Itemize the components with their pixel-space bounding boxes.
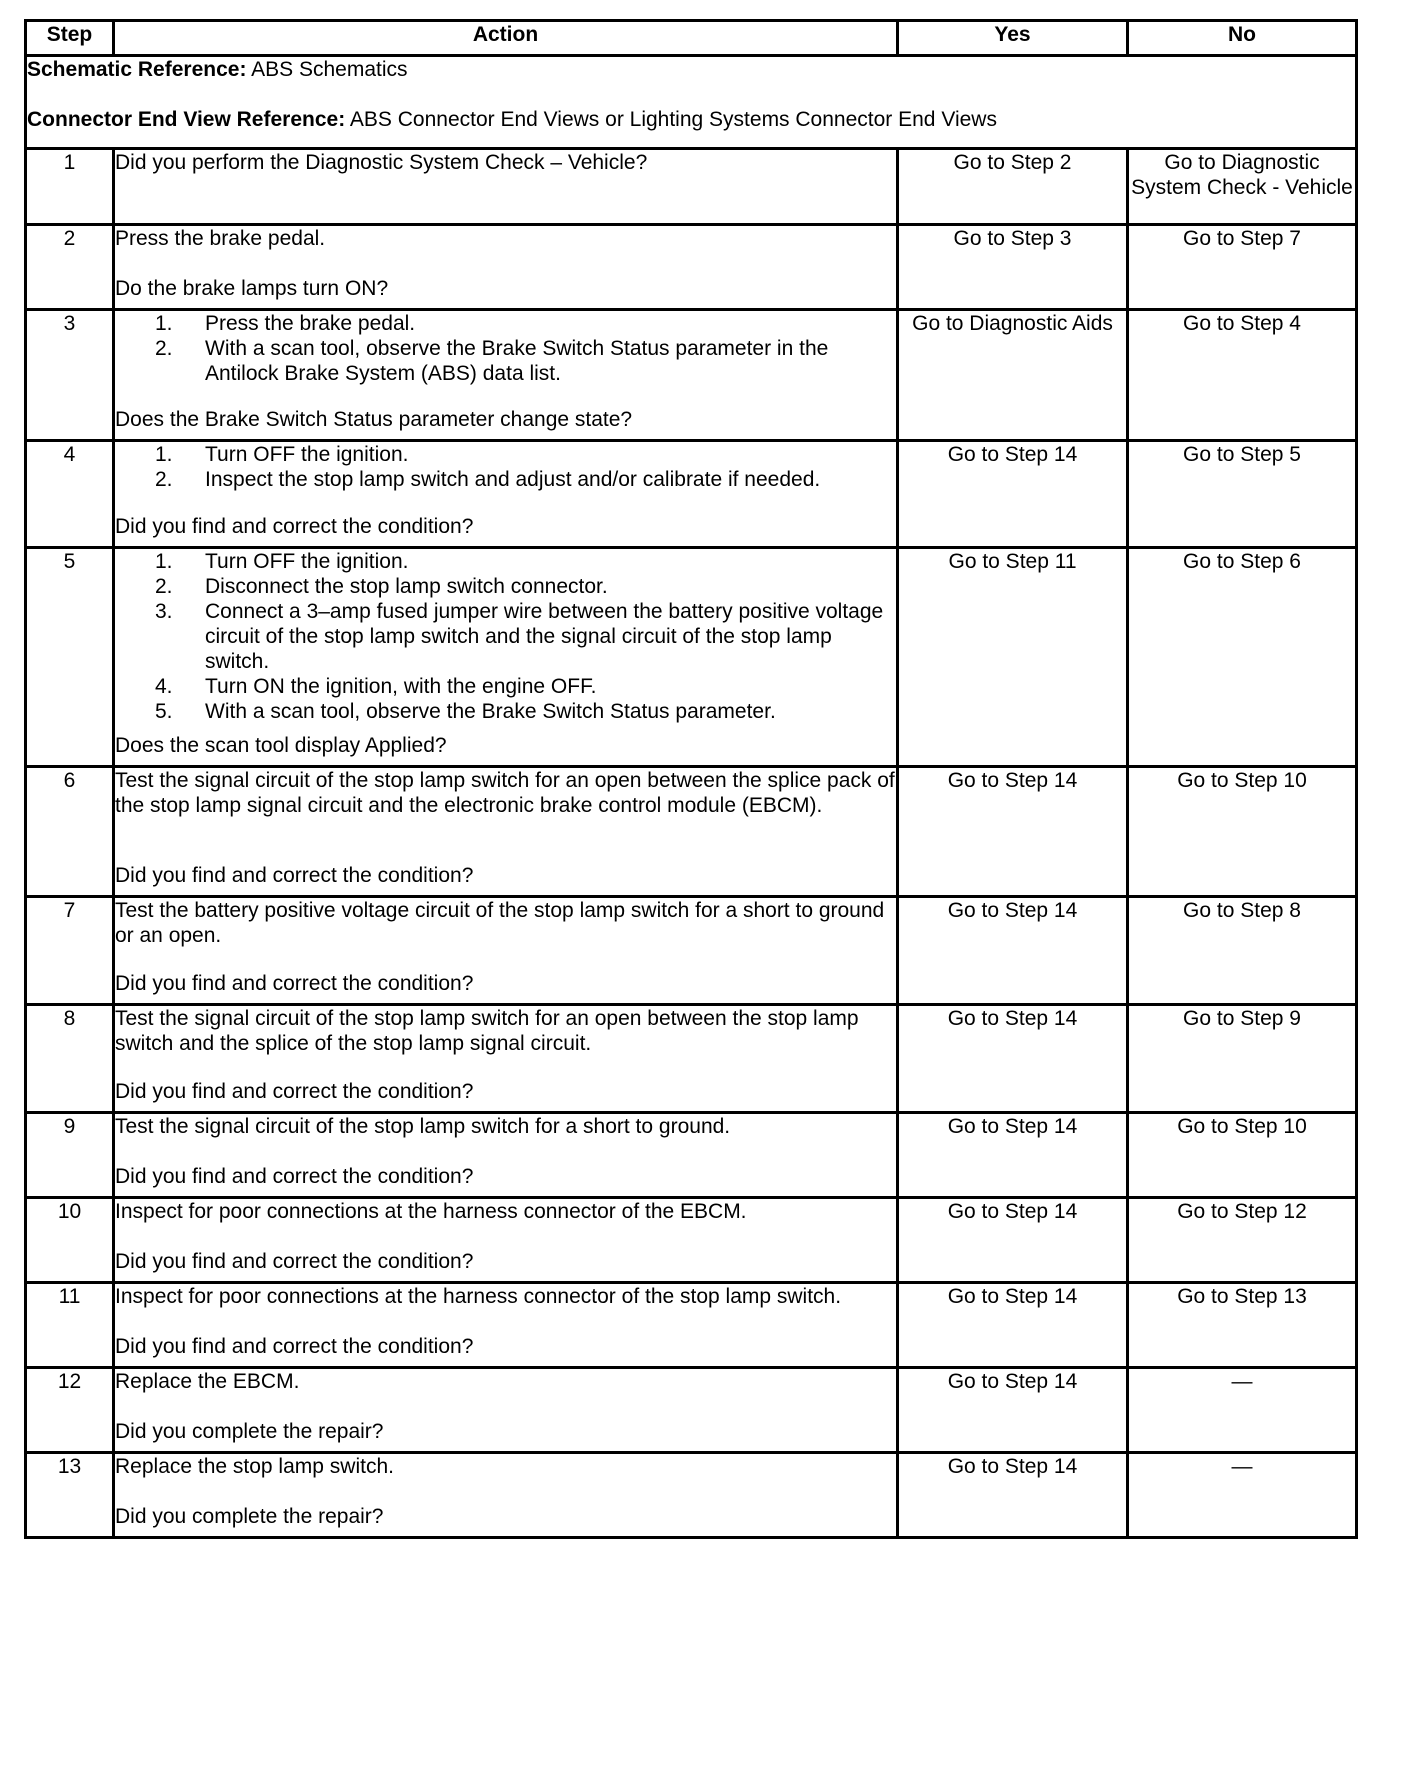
substep-number: 2. xyxy=(155,337,173,360)
step-number: 9 xyxy=(26,1113,114,1198)
table-row xyxy=(26,1005,1357,1113)
no-result: Go to Step 4 xyxy=(1128,310,1357,441)
references-cell xyxy=(26,56,1357,149)
action-cell xyxy=(114,149,898,225)
schematic-reference-label: Schematic Reference: xyxy=(27,58,247,81)
table-row xyxy=(26,1368,1357,1453)
action-text: Inspect for poor connections at the harness connector of the stop lamp switch. xyxy=(115,1285,842,1308)
action-question: Did you find and correct the condition? xyxy=(115,1165,474,1188)
table-row xyxy=(26,548,1357,767)
header-action: Action xyxy=(114,21,898,56)
substep-number: 2. xyxy=(155,575,173,598)
action-cell xyxy=(114,1368,898,1453)
list-item xyxy=(155,699,896,724)
action-cell xyxy=(114,310,898,441)
table-row xyxy=(26,149,1357,225)
substep-text: Press the brake pedal. xyxy=(205,312,416,335)
action-substeps xyxy=(115,311,896,386)
step-number: 11 xyxy=(26,1283,114,1368)
yes-result: Go to Step 11 xyxy=(898,548,1128,767)
step-number: 12 xyxy=(26,1368,114,1453)
action-text: Test the signal circuit of the stop lamp switch for a short to ground. xyxy=(115,1115,731,1138)
table-header-row xyxy=(26,21,1357,56)
substep-number: 2. xyxy=(155,468,173,491)
substep-number: 1. xyxy=(155,443,173,466)
action-question: Did you find and correct the condition? xyxy=(115,1250,474,1273)
table-row xyxy=(26,1113,1357,1198)
step-number: 7 xyxy=(26,897,114,1005)
step-number: 10 xyxy=(26,1198,114,1283)
no-result: Go to Step 10 xyxy=(1128,1113,1357,1198)
action-cell xyxy=(114,1283,898,1368)
header-yes: Yes xyxy=(898,21,1128,56)
action-cell xyxy=(114,1453,898,1538)
no-result: Go to Step 12 xyxy=(1128,1198,1357,1283)
schematic-reference-value: ABS Schematics xyxy=(251,58,408,81)
substep-text: Disconnect the stop lamp switch connector. xyxy=(205,575,608,598)
substep-text: With a scan tool, observe the Brake Switch Status parameter in the Antilock Brake System (ABS) data list. xyxy=(205,337,829,385)
list-item xyxy=(155,336,896,386)
action-cell xyxy=(114,548,898,767)
action-substeps xyxy=(115,549,896,724)
action-question: Do the brake lamps turn ON? xyxy=(115,277,389,300)
yes-result: Go to Step 14 xyxy=(898,1368,1128,1453)
list-item xyxy=(155,599,896,674)
yes-result: Go to Step 14 xyxy=(898,441,1128,548)
action-substeps xyxy=(115,442,896,492)
table-row xyxy=(26,1198,1357,1283)
no-result: Go to Step 6 xyxy=(1128,548,1357,767)
no-result: — xyxy=(1128,1368,1357,1453)
action-text: Did you perform the Diagnostic System Check – Vehicle? xyxy=(115,151,648,174)
substep-text: Turn ON the ignition, with the engine OFF. xyxy=(205,675,597,698)
step-number: 13 xyxy=(26,1453,114,1538)
table-row xyxy=(26,767,1357,897)
action-text: Replace the stop lamp switch. xyxy=(115,1455,394,1478)
substep-number: 4. xyxy=(155,675,173,698)
action-text: Replace the EBCM. xyxy=(115,1370,300,1393)
action-text: Test the signal circuit of the stop lamp switch for an open between the stop lamp switch and the splice of the stop lamp signal circuit. xyxy=(115,1007,859,1055)
header-no: No xyxy=(1128,21,1357,56)
no-result: Go to Step 10 xyxy=(1128,767,1357,897)
substep-text: Turn OFF the ignition. xyxy=(205,550,409,573)
action-cell xyxy=(114,897,898,1005)
substep-text: With a scan tool, observe the Brake Switch Status parameter. xyxy=(205,700,776,723)
schematic-reference xyxy=(27,57,1355,82)
no-result: Go to Step 9 xyxy=(1128,1005,1357,1113)
list-item xyxy=(155,674,896,699)
action-cell xyxy=(114,1113,898,1198)
substep-number: 3. xyxy=(155,600,173,623)
substep-text: Turn OFF the ignition. xyxy=(205,443,409,466)
connector-reference-label: Connector End View Reference: xyxy=(27,108,346,131)
table-row xyxy=(26,225,1357,310)
step-number: 4 xyxy=(26,441,114,548)
no-result: — xyxy=(1128,1453,1357,1538)
action-cell xyxy=(114,767,898,897)
action-question: Does the scan tool display Applied? xyxy=(115,734,447,757)
action-text: Test the battery positive voltage circuit of the stop lamp switch for a short to ground or an open. xyxy=(115,899,885,947)
yes-result: Go to Step 14 xyxy=(898,1283,1128,1368)
table-row xyxy=(26,310,1357,441)
action-cell xyxy=(114,1198,898,1283)
step-number: 2 xyxy=(26,225,114,310)
yes-result: Go to Step 14 xyxy=(898,767,1128,897)
action-question: Does the Brake Switch Status parameter change state? xyxy=(115,408,633,431)
no-result: Go to Step 8 xyxy=(1128,897,1357,1005)
action-question: Did you find and correct the condition? xyxy=(115,1080,474,1103)
action-text: Test the signal circuit of the stop lamp switch for an open between the splice pack of the stop lamp signal circuit and the electronic brake control module (EBCM). xyxy=(115,769,895,817)
action-question: Did you find and correct the condition? xyxy=(115,515,474,538)
substep-number: 5. xyxy=(155,700,173,723)
table-row xyxy=(26,897,1357,1005)
no-result: Go to Step 7 xyxy=(1128,225,1357,310)
references-row xyxy=(26,56,1357,149)
header-step: Step xyxy=(26,21,114,56)
substep-number: 1. xyxy=(155,550,173,573)
diagnostic-table xyxy=(24,19,1358,1539)
substep-text: Inspect the stop lamp switch and adjust and/or calibrate if needed. xyxy=(205,468,821,491)
connector-reference-value: ABS Connector End Views or Lighting Systems Connector End Views xyxy=(349,108,997,131)
no-result: Go to Diagnostic System Check - Vehicle xyxy=(1128,149,1357,225)
no-result: Go to Step 13 xyxy=(1128,1283,1357,1368)
action-cell xyxy=(114,1005,898,1113)
connector-reference xyxy=(27,107,1355,132)
step-number: 6 xyxy=(26,767,114,897)
step-number: 5 xyxy=(26,548,114,767)
action-question: Did you complete the repair? xyxy=(115,1420,384,1443)
action-cell xyxy=(114,225,898,310)
action-cell xyxy=(114,441,898,548)
list-item xyxy=(155,574,896,599)
substep-number: 1. xyxy=(155,312,173,335)
action-text: Press the brake pedal. xyxy=(115,227,326,250)
list-item xyxy=(155,467,896,492)
table-row xyxy=(26,441,1357,548)
yes-result: Go to Step 14 xyxy=(898,1113,1128,1198)
action-question: Did you find and correct the condition? xyxy=(115,864,474,887)
action-question: Did you find and correct the condition? xyxy=(115,1335,474,1358)
yes-result: Go to Diagnostic Aids xyxy=(898,310,1128,441)
no-result: Go to Step 5 xyxy=(1128,441,1357,548)
yes-result: Go to Step 3 xyxy=(898,225,1128,310)
substep-text: Connect a 3–amp fused jumper wire between the battery positive voltage circuit of the stop lamp switch and the signal circuit of the stop lamp switch. xyxy=(205,600,884,673)
list-item xyxy=(155,311,896,336)
yes-result: Go to Step 2 xyxy=(898,149,1128,225)
yes-result: Go to Step 14 xyxy=(898,897,1128,1005)
yes-result: Go to Step 14 xyxy=(898,1198,1128,1283)
action-question: Did you find and correct the condition? xyxy=(115,972,474,995)
step-number: 8 xyxy=(26,1005,114,1113)
step-number: 1 xyxy=(26,149,114,225)
step-number: 3 xyxy=(26,310,114,441)
table-row xyxy=(26,1283,1357,1368)
list-item xyxy=(155,442,896,467)
yes-result: Go to Step 14 xyxy=(898,1005,1128,1113)
table-row xyxy=(26,1453,1357,1538)
action-question: Did you complete the repair? xyxy=(115,1505,384,1528)
yes-result: Go to Step 14 xyxy=(898,1453,1128,1538)
list-item xyxy=(155,549,896,574)
action-text: Inspect for poor connections at the harness connector of the EBCM. xyxy=(115,1200,747,1223)
